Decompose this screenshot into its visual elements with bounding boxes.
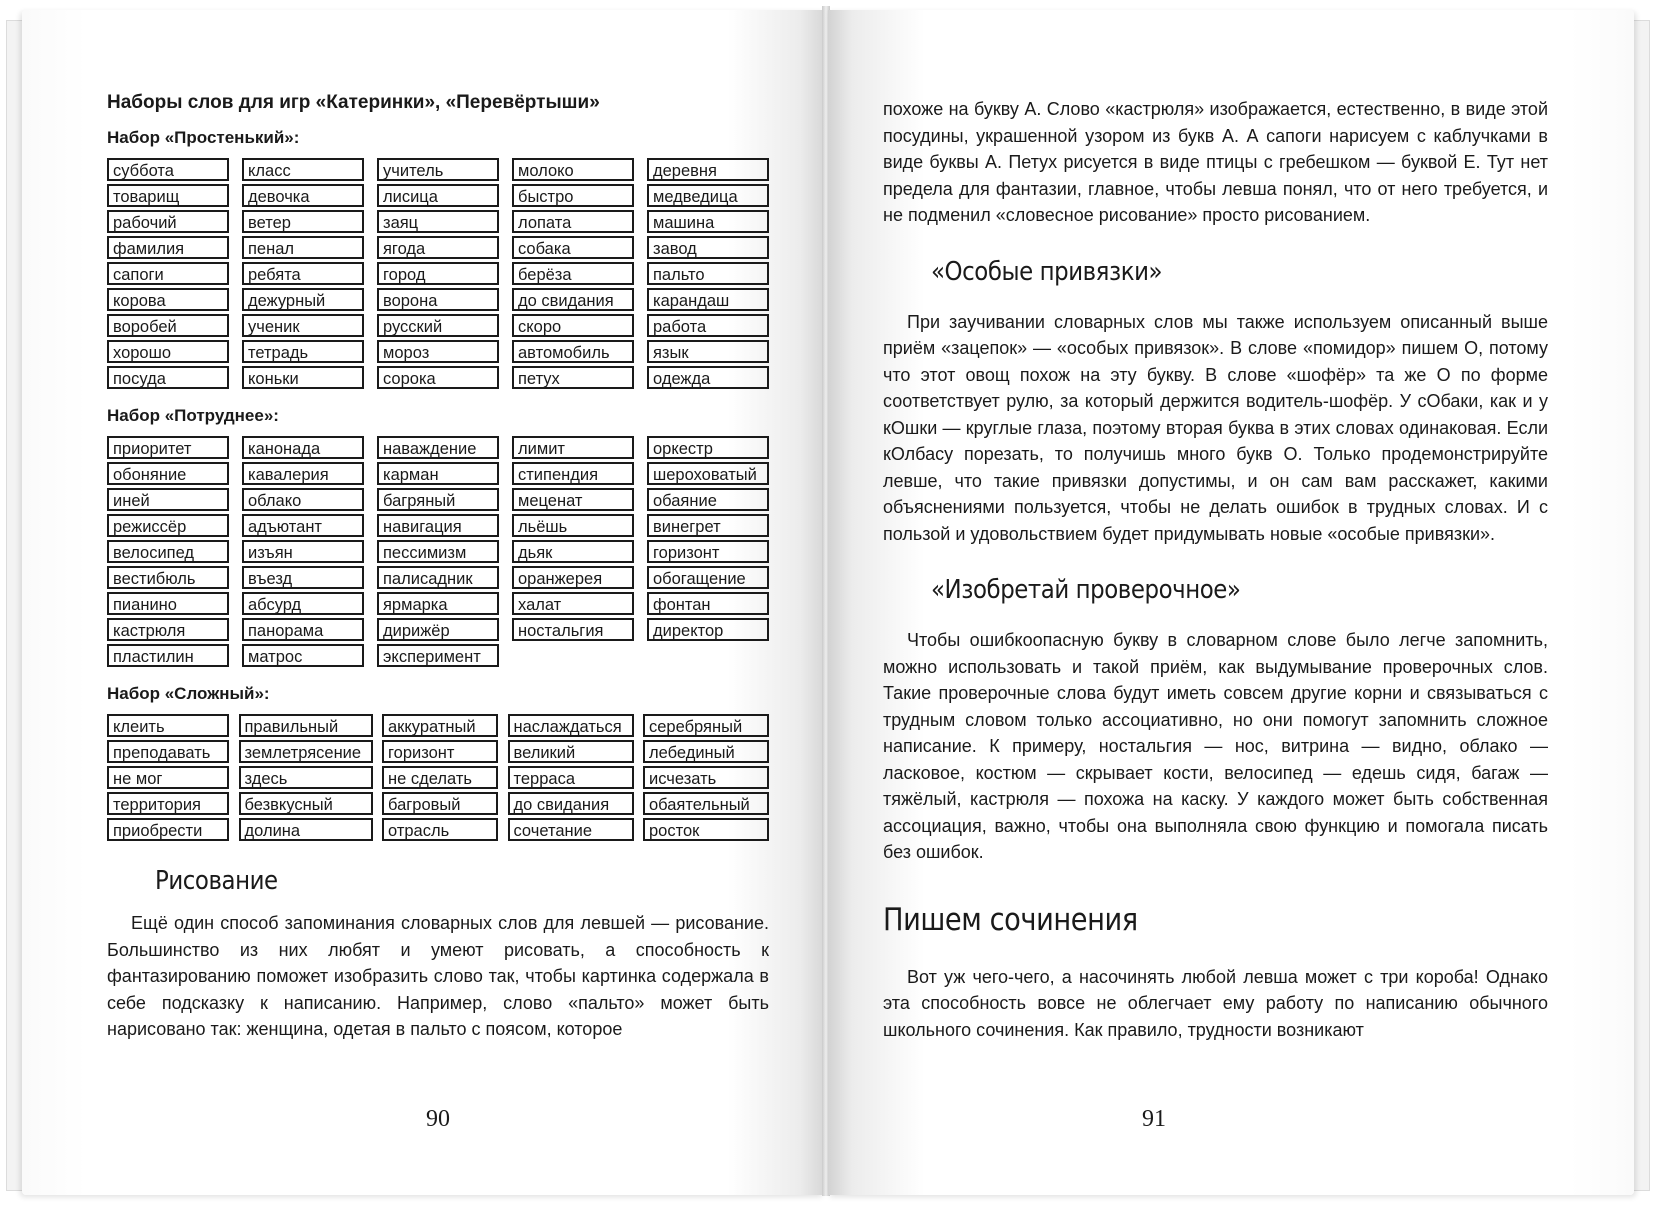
word-cell: приобрести bbox=[107, 818, 229, 841]
word-cell: долина bbox=[239, 818, 373, 841]
word-set-label: Набор «Сложный»: bbox=[107, 684, 270, 703]
word-table bbox=[107, 436, 769, 670]
word-cell: винегрет bbox=[647, 514, 769, 537]
word-cell: ворона bbox=[377, 288, 499, 311]
word-cell: скоро bbox=[512, 314, 634, 337]
word-cell: учитель bbox=[377, 158, 499, 181]
word-cell: изъян bbox=[242, 540, 364, 563]
word-cell: лисица bbox=[377, 184, 499, 207]
word-column bbox=[643, 714, 769, 844]
word-cell: обаятельный bbox=[643, 792, 769, 815]
word-cell: директор bbox=[647, 618, 769, 641]
word-cell: петух bbox=[512, 366, 634, 389]
word-cell: молоко bbox=[512, 158, 634, 181]
word-set-label: Набор «Потруднее»: bbox=[107, 406, 279, 425]
word-cell: хорошо bbox=[107, 340, 229, 363]
word-cell: сочетание bbox=[508, 818, 634, 841]
word-cell: ярмарка bbox=[377, 592, 499, 615]
word-cell: землетрясение bbox=[239, 740, 373, 763]
word-cell: суббота bbox=[107, 158, 229, 181]
word-cell: берёза bbox=[512, 262, 634, 285]
word-cell: обоняние bbox=[107, 462, 229, 485]
word-cell: великий bbox=[508, 740, 634, 763]
word-cell: воробей bbox=[107, 314, 229, 337]
word-column bbox=[377, 158, 499, 392]
word-column bbox=[107, 436, 229, 670]
word-column bbox=[239, 714, 373, 844]
section-title-drawing: Рисование bbox=[155, 866, 278, 896]
word-column bbox=[107, 158, 229, 392]
word-column bbox=[377, 436, 499, 670]
word-cell: до свидания bbox=[508, 792, 634, 815]
word-cell: до свидания bbox=[512, 288, 634, 311]
word-cell: сорока bbox=[377, 366, 499, 389]
word-cell: преподавать bbox=[107, 740, 229, 763]
word-cell: канонада bbox=[242, 436, 364, 459]
word-column bbox=[382, 714, 498, 844]
word-cell: пальто bbox=[647, 262, 769, 285]
word-cell: ребята bbox=[242, 262, 364, 285]
right-page bbox=[828, 10, 1634, 1195]
word-column bbox=[508, 714, 634, 844]
word-cell: горизонт bbox=[647, 540, 769, 563]
section-title-special-bindings: «Особые привязки» bbox=[931, 256, 1163, 287]
word-cell: въезд bbox=[242, 566, 364, 589]
word-cell: иней bbox=[107, 488, 229, 511]
word-cell: лопата bbox=[512, 210, 634, 233]
word-table bbox=[107, 158, 769, 392]
word-cell: наваждение bbox=[377, 436, 499, 459]
word-cell: пластилин bbox=[107, 644, 229, 667]
word-cell: велосипед bbox=[107, 540, 229, 563]
word-cell: абсурд bbox=[242, 592, 364, 615]
word-cell: коньки bbox=[242, 366, 364, 389]
invent-check-paragraph: Чтобы ошибкоопасную букву в словарном слове было легче запомнить, можно использовать и такой приём, как выдумывание проверочных слов. Такие проверочные слова будут иметь совсем другие корни и связываться с трудным словом только ассоциативно, но они помогут запомнить сложное написание. К примеру, ностальгия — нос, витрина — видно, облако — ласковое, костюм — скрывает кости, велосипед — едешь сидя, багаж — тяжёлый, кастрюля — похожа на каску. У каждого может быть собственная ассоциация, важно, чтобы она выполняла свою функцию и помогала писать без ошибок. bbox=[883, 630, 1548, 862]
chapter-title-essays: Пишем сочинения bbox=[883, 901, 1138, 938]
word-cell: фамилия bbox=[107, 236, 229, 259]
word-column bbox=[512, 436, 634, 670]
word-column bbox=[107, 714, 229, 844]
word-cell: собака bbox=[512, 236, 634, 259]
word-cell: оранжерея bbox=[512, 566, 634, 589]
word-cell: быстро bbox=[512, 184, 634, 207]
word-cell: территория bbox=[107, 792, 229, 815]
page-number-right: 91 bbox=[1142, 1106, 1166, 1132]
word-cell: меценат bbox=[512, 488, 634, 511]
word-cell: заяц bbox=[377, 210, 499, 233]
word-cell: посуда bbox=[107, 366, 229, 389]
word-cell: терраса bbox=[508, 766, 634, 789]
word-column bbox=[647, 158, 769, 392]
word-cell: одежда bbox=[647, 366, 769, 389]
word-cell: режиссёр bbox=[107, 514, 229, 537]
section-title-invent-check: «Изобретай проверочное» bbox=[931, 575, 1241, 605]
word-cell: льёшь bbox=[512, 514, 634, 537]
word-cell: тетрадь bbox=[242, 340, 364, 363]
word-cell: правильный bbox=[239, 714, 373, 737]
left-page-content bbox=[107, 92, 769, 1043]
word-cell: карандаш bbox=[647, 288, 769, 311]
word-cell: ностальгия bbox=[512, 618, 634, 641]
drawing-paragraph: Ещё один способ запоминания словарных слов для левшей — рисование. Большинство из них любят и умеют рисовать, а способность к фантазированию поможет изобразить слово так, чтобы картинка содержала в себе подсказку к написанию. Например, слово «пальто» может быть нарисовано так: женщина, одетая в пальто с поясом, которое bbox=[107, 913, 769, 1039]
word-cell: дежурный bbox=[242, 288, 364, 311]
word-cell: халат bbox=[512, 592, 634, 615]
word-cell: пенал bbox=[242, 236, 364, 259]
word-cell: аккуратный bbox=[382, 714, 498, 737]
word-cell: ветер bbox=[242, 210, 364, 233]
word-table bbox=[107, 714, 769, 844]
word-cell: серебряный bbox=[643, 714, 769, 737]
word-set-complex bbox=[107, 684, 769, 844]
word-cell: карман bbox=[377, 462, 499, 485]
special-bindings-paragraph: При заучивании словарных слов мы также используем описанный выше приём «зацепок» — «особых привязок». В слове «помидор» пишем О, потому что этот овощ похож на эту букву. В слове «шофёр» та же О по форме соответствует рулю, за который держится водитель-шофёр. У сОбаки, как и у кОшки — круглые глаза, поэтому вторая буква в этих словах одинаковая. Если кОлбасу порезать, то получишь много букв О. Только продемонстрируйте левше, что такие привязки допустимы, и он сам вам расскажет, какими объяснениями пользуется, чтобы не делать ошибок в трудных словах. И с пользой и удовольствием будет придумывать новые «особые привязки». bbox=[883, 311, 1548, 544]
word-cell: здесь bbox=[239, 766, 373, 789]
word-cell: дирижёр bbox=[377, 618, 499, 641]
word-cell: язык bbox=[647, 340, 769, 363]
word-cell: оркестр bbox=[647, 436, 769, 459]
word-cell: сапоги bbox=[107, 262, 229, 285]
word-cell: пессимизм bbox=[377, 540, 499, 563]
word-cell: лимит bbox=[512, 436, 634, 459]
word-cell: навигация bbox=[377, 514, 499, 537]
word-cell: рабочий bbox=[107, 210, 229, 233]
word-sets-heading: Наборы слов для игр «Катеринки», «Перевёртыши» bbox=[107, 92, 600, 113]
word-cell: кавалерия bbox=[242, 462, 364, 485]
word-column bbox=[647, 436, 769, 670]
word-cell: наслаждаться bbox=[508, 714, 634, 737]
word-cell: эксперимент bbox=[377, 644, 499, 667]
word-cell: шероховатый bbox=[647, 462, 769, 485]
word-cell: багряный bbox=[377, 488, 499, 511]
word-cell: адъютант bbox=[242, 514, 364, 537]
word-column bbox=[242, 158, 364, 392]
essays-paragraph: Вот уж чего-чего, а насочинять любой левша может с три короба! Однако эта способность вовсе не облегчает ему работу по написанию обычного школьного сочинения. Как правило, трудности возникают bbox=[883, 966, 1548, 1040]
word-cell: безвкусный bbox=[239, 792, 373, 815]
word-cell: девочка bbox=[242, 184, 364, 207]
word-cell: палисадник bbox=[377, 566, 499, 589]
word-cell: горизонт bbox=[382, 740, 498, 763]
word-cell: машина bbox=[647, 210, 769, 233]
word-cell: работа bbox=[647, 314, 769, 337]
right-page-content bbox=[883, 96, 1548, 1043]
word-cell: панорама bbox=[242, 618, 364, 641]
word-cell: матрос bbox=[242, 644, 364, 667]
word-cell: мороз bbox=[377, 340, 499, 363]
word-cell: не мог bbox=[107, 766, 229, 789]
word-set-simple bbox=[107, 128, 769, 392]
word-cell: ягода bbox=[377, 236, 499, 259]
word-cell: дьяк bbox=[512, 540, 634, 563]
intro-paragraph: похоже на букву А. Слово «кастрюля» изображается, естественно, в виде этой посудины, украшенной узором из букв А. А сапоги нарисуем с каблучками в виде буквы А. Петух рисуется в виде птицы с гребешком — буквой Е. Тут нет предела для фантазии, главное, чтобы левша понял, что от него требуется, и не подменил «словесное рисование» просто рисованием. bbox=[883, 99, 1548, 225]
word-cell: кастрюля bbox=[107, 618, 229, 641]
left-page bbox=[22, 10, 824, 1195]
word-cell: деревня bbox=[647, 158, 769, 181]
word-cell: обогащение bbox=[647, 566, 769, 589]
word-cell: русский bbox=[377, 314, 499, 337]
word-cell: отрасль bbox=[382, 818, 498, 841]
word-cell: фонтан bbox=[647, 592, 769, 615]
word-cell: росток bbox=[643, 818, 769, 841]
word-column bbox=[512, 158, 634, 392]
word-cell: город bbox=[377, 262, 499, 285]
word-cell: вестибюль bbox=[107, 566, 229, 589]
word-set-harder bbox=[107, 406, 769, 670]
word-cell: класс bbox=[242, 158, 364, 181]
page-number-left: 90 bbox=[426, 1106, 450, 1132]
word-cell: автомобиль bbox=[512, 340, 634, 363]
word-cell: медведица bbox=[647, 184, 769, 207]
word-cell: стипендия bbox=[512, 462, 634, 485]
word-column bbox=[242, 436, 364, 670]
word-cell: завод bbox=[647, 236, 769, 259]
word-cell: корова bbox=[107, 288, 229, 311]
word-cell: пианино bbox=[107, 592, 229, 615]
word-cell: товарищ bbox=[107, 184, 229, 207]
word-cell: исчезать bbox=[643, 766, 769, 789]
word-cell: багровый bbox=[382, 792, 498, 815]
word-cell: обаяние bbox=[647, 488, 769, 511]
word-cell: приоритет bbox=[107, 436, 229, 459]
word-cell: ученик bbox=[242, 314, 364, 337]
word-cell: облако bbox=[242, 488, 364, 511]
word-cell: лебединый bbox=[643, 740, 769, 763]
word-cell: клеить bbox=[107, 714, 229, 737]
word-set-label: Набор «Простенький»: bbox=[107, 128, 300, 147]
word-cell: не сделать bbox=[382, 766, 498, 789]
